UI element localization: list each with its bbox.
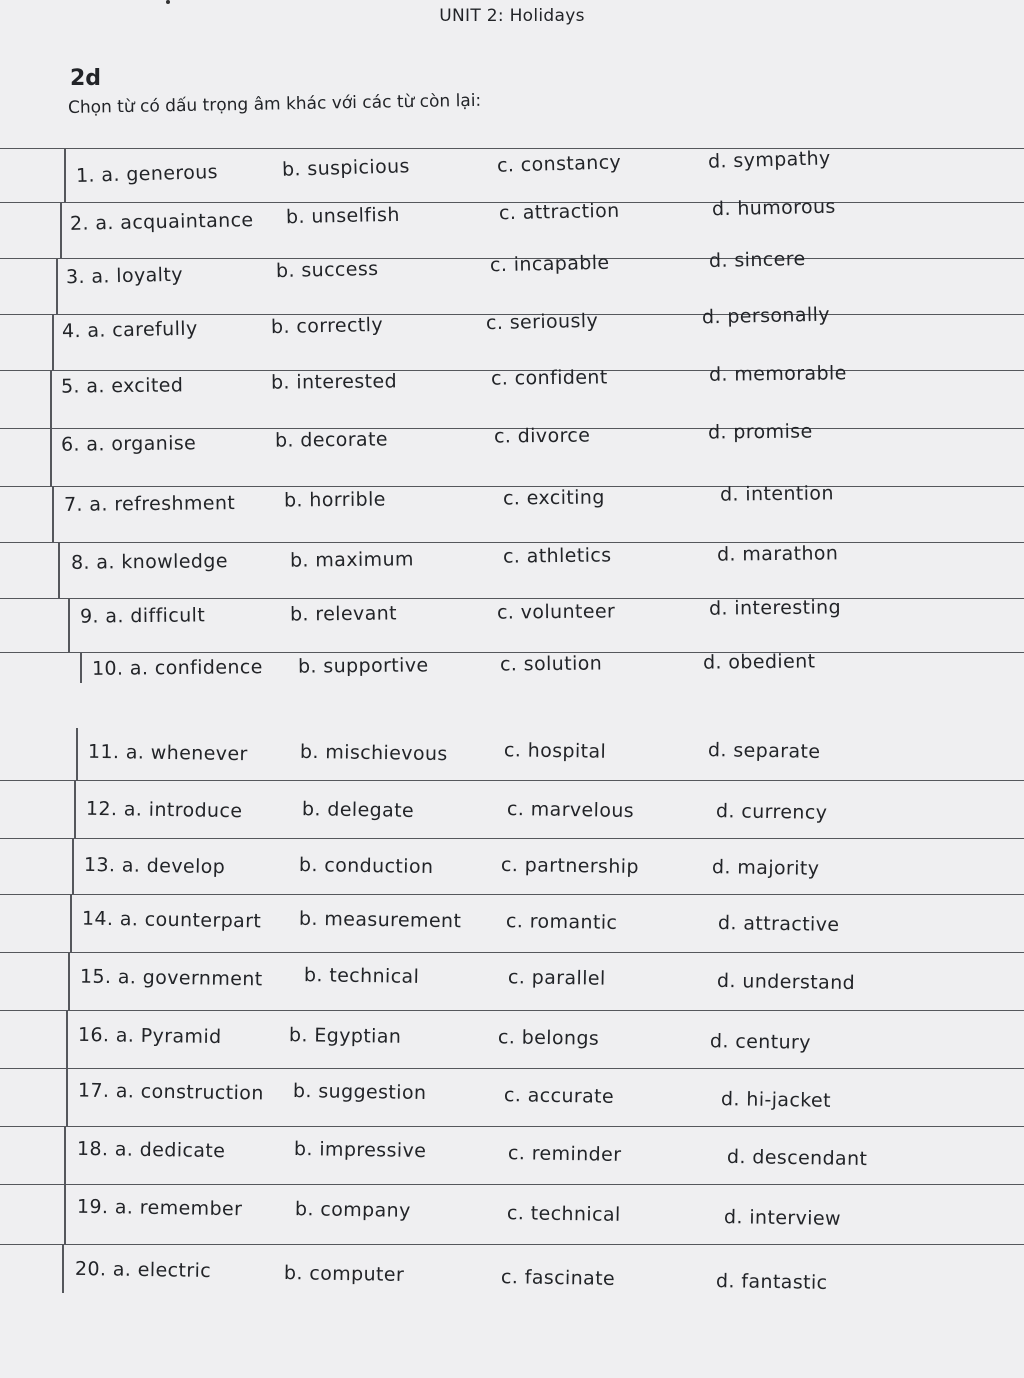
option-d: d. sympathy bbox=[707, 147, 831, 173]
option-d: d. personally bbox=[701, 303, 831, 329]
option-d: d. understand bbox=[716, 969, 856, 995]
option-b: b. impressive bbox=[293, 1137, 427, 1163]
option-d: d. interesting bbox=[708, 596, 842, 620]
table-row bbox=[0, 1184, 1024, 1245]
option-a: 13. a. develop bbox=[83, 853, 226, 879]
option-c: c. exciting bbox=[502, 486, 605, 510]
option-a: 15. a. government bbox=[79, 965, 263, 991]
option-d: d. majority bbox=[711, 856, 820, 880]
option-a: 5. a. excited bbox=[60, 374, 184, 398]
option-b: b. horrible bbox=[283, 488, 386, 512]
option-c: c. divorce bbox=[493, 424, 591, 448]
ink-dot bbox=[166, 0, 170, 4]
option-c: c. accurate bbox=[503, 1084, 615, 1108]
table-row bbox=[0, 598, 1024, 653]
option-d: d. sincere bbox=[708, 247, 806, 273]
option-b: b. maximum bbox=[289, 548, 414, 572]
option-a: 18. a. dedicate bbox=[76, 1137, 226, 1163]
option-c: c. belongs bbox=[497, 1026, 600, 1050]
option-a: 7. a. refreshment bbox=[63, 492, 236, 516]
option-c: c. solution bbox=[499, 652, 603, 676]
option-c: c. reminder bbox=[507, 1142, 622, 1166]
table-row bbox=[0, 838, 1024, 895]
option-a: 14. a. counterpart bbox=[81, 907, 262, 933]
option-c: c. constancy bbox=[496, 151, 622, 177]
table-row bbox=[0, 1010, 1024, 1069]
option-d: d. separate bbox=[707, 739, 821, 763]
option-a: 2. a. acquaintance bbox=[69, 209, 254, 235]
option-b: b. technical bbox=[303, 964, 420, 988]
option-a: 1. a. generous bbox=[75, 161, 219, 187]
option-d: d. interview bbox=[723, 1206, 842, 1230]
option-b: b. suggestion bbox=[292, 1079, 427, 1105]
option-c: c. seriously bbox=[485, 309, 599, 335]
option-b: b. mischievous bbox=[299, 740, 448, 766]
option-a: 19. a. remember bbox=[76, 1195, 243, 1221]
table-row bbox=[0, 652, 1024, 687]
table-row bbox=[0, 780, 1024, 839]
option-a: 17. a. construction bbox=[77, 1079, 264, 1105]
table-row bbox=[0, 303, 1024, 371]
option-b: b. measurement bbox=[298, 907, 462, 933]
option-d: d. currency bbox=[715, 800, 828, 824]
option-d: d. descendant bbox=[726, 1145, 868, 1171]
option-b: b. supportive bbox=[297, 654, 429, 678]
option-d: d. attractive bbox=[717, 912, 840, 936]
option-b: b. success bbox=[275, 257, 379, 283]
option-b: b. unselfish bbox=[285, 203, 401, 229]
option-b: b. relevant bbox=[289, 602, 398, 626]
option-c: c. incapable bbox=[489, 251, 610, 277]
option-c: c. confident bbox=[490, 366, 608, 390]
option-b: b. company bbox=[294, 1198, 411, 1222]
table-row bbox=[0, 482, 1024, 543]
table-row bbox=[0, 1126, 1024, 1185]
option-b: b. conduction bbox=[298, 853, 434, 879]
option-a: 3. a. loyalty bbox=[65, 263, 184, 289]
table-row bbox=[0, 362, 1024, 429]
option-b: b. computer bbox=[283, 1262, 405, 1286]
option-a: 12. a. introduce bbox=[85, 797, 243, 823]
option-a: 11. a. whenever bbox=[87, 740, 248, 766]
option-c: c. partnership bbox=[500, 853, 640, 879]
option-d: d. fantastic bbox=[715, 1270, 828, 1294]
option-d: d. humorous bbox=[711, 195, 836, 221]
option-d: d. hi-jacket bbox=[720, 1088, 832, 1112]
option-b: b. suspicious bbox=[281, 155, 411, 181]
option-b: b. delegate bbox=[301, 798, 415, 822]
table-row bbox=[0, 420, 1024, 487]
option-a: 4. a. carefully bbox=[61, 317, 198, 343]
option-c: c. athletics bbox=[502, 544, 612, 568]
option-d: d. intention bbox=[719, 482, 834, 506]
option-c: c. technical bbox=[506, 1202, 621, 1226]
section-label: 2d bbox=[70, 66, 102, 91]
option-c: c. volunteer bbox=[496, 600, 616, 624]
option-c: c. hospital bbox=[503, 739, 607, 763]
option-a: 9. a. difficult bbox=[79, 604, 206, 628]
table-row bbox=[0, 894, 1024, 953]
option-b: b. interested bbox=[270, 370, 398, 394]
option-c: c. attraction bbox=[498, 199, 620, 225]
option-d: d. century bbox=[709, 1030, 812, 1054]
option-a: 6. a. organise bbox=[60, 432, 197, 456]
option-a: 8. a. knowledge bbox=[70, 550, 229, 574]
instruction-text: Chọn từ có dấu trọng âm khác với các từ còn lại: bbox=[67, 90, 482, 118]
option-b: b. Egyptian bbox=[288, 1024, 402, 1048]
table-row bbox=[0, 247, 1024, 315]
option-d: d. marathon bbox=[716, 542, 839, 566]
option-c: c. fascinate bbox=[500, 1266, 616, 1290]
table-row bbox=[0, 148, 1024, 203]
option-a: 20. a. electric bbox=[74, 1257, 212, 1283]
option-b: b. correctly bbox=[270, 313, 384, 339]
option-a: 10. a. confidence bbox=[91, 656, 263, 680]
option-c: c. marvelous bbox=[506, 798, 635, 822]
option-d: d. memorable bbox=[708, 362, 847, 386]
table-row bbox=[0, 542, 1024, 599]
table-row bbox=[0, 952, 1024, 1011]
page-title: UNIT 2: Holidays bbox=[439, 6, 585, 26]
option-d: d. promise bbox=[707, 420, 813, 444]
option-c: c. romantic bbox=[505, 910, 618, 934]
option-c: c. parallel bbox=[507, 966, 606, 990]
option-d: d. obedient bbox=[702, 650, 816, 674]
option-a: 16. a. Pyramid bbox=[77, 1023, 222, 1049]
table-row bbox=[0, 1244, 1024, 1293]
table-row bbox=[0, 728, 1024, 780]
table-row bbox=[0, 195, 1024, 259]
table-row bbox=[0, 1068, 1024, 1127]
option-b: b. decorate bbox=[274, 428, 389, 452]
